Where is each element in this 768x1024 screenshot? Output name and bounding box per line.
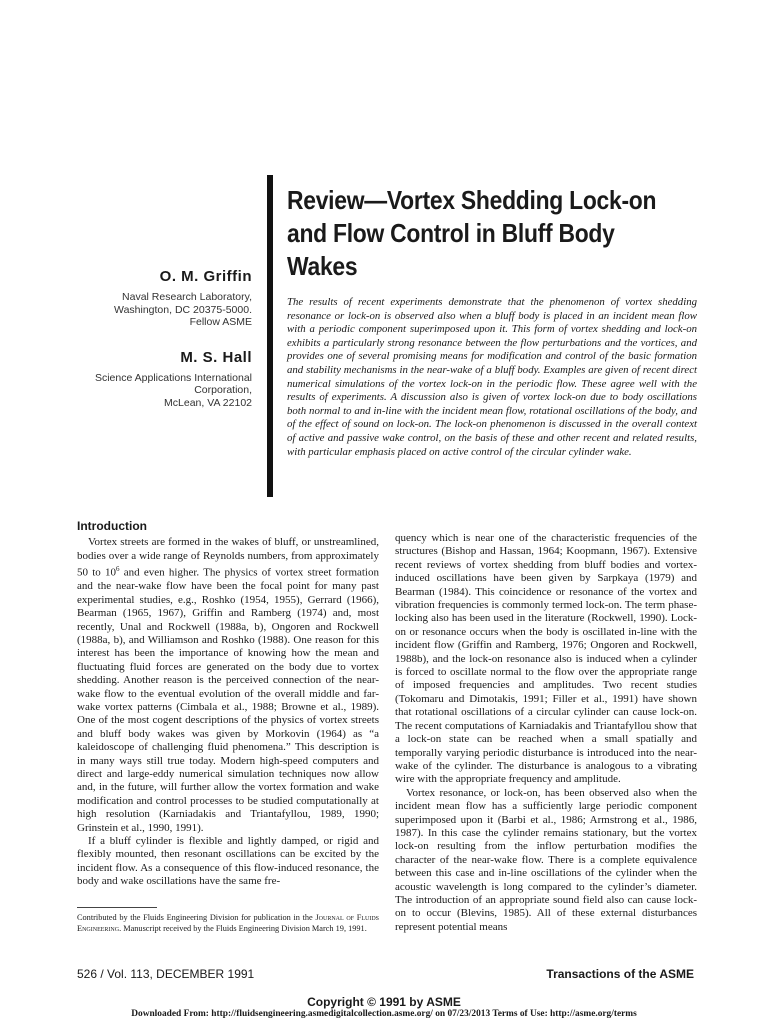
copyright-line: Copyright © 1991 by ASME [307, 995, 461, 1009]
paragraph: Vortex streets are formed in the wakes of bluff, or unstreamlined, bodies over a wide range of Reynolds numbers, from approximately 50 to $10^6$ and even higher. The physics of vortex street formation and the near-wake flow have been the focal point for many past experimental studies, e.g., Roshko (1954, 1955), Gerrard (1966), Bearman (1965, 1967), Griffin and Ramberg (1974) and, most recently, Unal and Rockwell (1988a, b), Ongoren and Rockwell (1988a, b), and Williamson and Roshko (1988). One reason for this interest has been the importance of knowing how the mean and fluctuating fluid forces are generated on the body due to vortex shedding. Another reason is the perceived connection of the near-wake flow to the eventual evolution of the overall middle and far-wake vortex patterns (Cimbala et al., 1988; Browne et al., 1989). One of the most cogent descriptions of the physics of vortex streets and bluff body wakes was given by Morkovin (1964) as “a kaleidoscope of challenging fluid phenomena.” This description is in many ways still true today. Modern high-speed computers and direct and large-eddy numerical simulation techniques now allow and, in the future, will further allow the vortex formation and wake modification and control processes to be studied computationally at high resolution (Karniadakis and Triantafyllou, 1989, 1990; Grinstein et al., 1990, 1991). [77, 536, 379, 834]
paragraph: quency which is near one of the characteristic frequencies of the structures (Bishop and Hassan, 1964; Koopmann, 1967). Extensive recent reviews of vortex shedding from bluff bodies and vortex-induced oscillations have been given by Sarpkaya (1979) and Bearman (1984). This coincidence or resonance of the vortex and vibration frequencies is commonly termed lock-on. The term phase-locking also has been used in the literature (Rockwell, 1990). Lock-on or resonance occurs when the body is oscillated in-line with the incident flow (Griffin and Ramberg, 1976; Ongoren and Rockwell, 1988b), and the lock-on resonance also is induced when a cylinder is forced to oscillate normal to the flow over the appropriate range of imposed frequencies and amplitudes. Two recent studies (Tokomaru and Dimotakis, 1991; Filler et al., 1991) have shown that rotational oscillations of a circular cylinder can cause lock-on. The recent computations of Karniadakis and Triantafyllou show that a lock-on state can be reached when a small spatially and temporally varying periodic disturbance is introduced into the near-wake of the cylinder. The disturbance is analogous to a vibrating wire with the appropriate frequency and amplitude. [395, 532, 697, 786]
superscript: 6 [116, 565, 120, 574]
abstract: The results of recent experiments demonstrate that the phenomenon of vortex shedding resonance or lock-on is observed also when a bluff body is placed in an incident mean flow with a periodic component superimposed upon it. This form of vortex shedding and lock-on exhibits a particularly strong resonance between the flow perturbations and the vortices, and provides one of several promising means for modification and control of the basic formation and stability mechanisms in the near-wake of a bluff body. Examples are given of recent direct numerical simulations of the vortex lock-on in the periodic flow. These agree well with the results of experiments. A discussion also is given of vortex lock-on due to body oscillations both normal to and in-line with the incident mean flow, rotational oscillations of the body, and of the effect of sound on lock-on. The lock-on phenomenon is discussed in the overall context of active and passive wake control, on the basis of these and other recent and related results, with particular emphasis placed on active control of the circular cylinder wake. [287, 296, 697, 458]
journal-name: Transactions of the ASME [546, 967, 694, 981]
author-list [90, 268, 252, 429]
author-name: M. S. Hall [180, 348, 252, 366]
journal-name-smallcaps: Journal of Fluids Engineering [77, 913, 379, 933]
author-affiliation: Naval Research Laboratory, Washington, DC 20375-5000. Fellow ASME [114, 291, 252, 328]
paragraph: If a bluff cylinder is flexible and lightly damped, or rigid and flexibly mounted, then resonant oscillations can be excited by the incident flow. As a consequence of this flow-induced resonance, the body and wake oscillations have the same fre- [77, 835, 379, 888]
section-heading: Introduction [77, 519, 147, 533]
author-1 [90, 268, 252, 329]
paper-title: Review—Vortex Shedding Lock-on and Flow Control in Bluff Body Wakes [287, 185, 657, 281]
author-name: O. M. Griffin [159, 268, 252, 285]
footnote: Contributed by the Fluids Engineering Division for publication in the Journal of Fluids Engineering. Manuscript received by the Fluids Engineering Division March 19, 1991. [77, 913, 379, 933]
download-notice: Downloaded From: http://fluidsengineering.asmedigitalcollection.asme.org/ on 07/23/2013 Terms of Use: http://asme.org/terms [131, 1009, 637, 1019]
page-folio: 526 / Vol. 113, DECEMBER 1991 [77, 967, 255, 981]
author-affiliation: Science Applications International Corporation, McLean, VA 22102 [94, 371, 252, 409]
author-2 [90, 349, 252, 410]
footnote-rule [77, 907, 157, 908]
paragraph: Vortex resonance, or lock-on, has been observed also when the incident mean flow has a sufficiently large periodic component superimposed upon it (Barbi et al., 1986; Armstrong et al., 1986, 1987). In this case the cylinder remains stationary, but the vortex lock-on resulting from the inflow perturbation modifies the character of the near-wake flow. There is a complete equivalence between this case and in-line oscillations of the cylinder when the acoustic wavelength is long compared to the cylinder’s diameter. The introduction of an appropriate sound field also can cause lock-on to occur (Blevins, 1985). All of these external disturbances represent potential means [395, 786, 697, 933]
body-column-left [77, 520, 379, 889]
body-column-right [395, 532, 697, 934]
title-rule [267, 175, 273, 497]
